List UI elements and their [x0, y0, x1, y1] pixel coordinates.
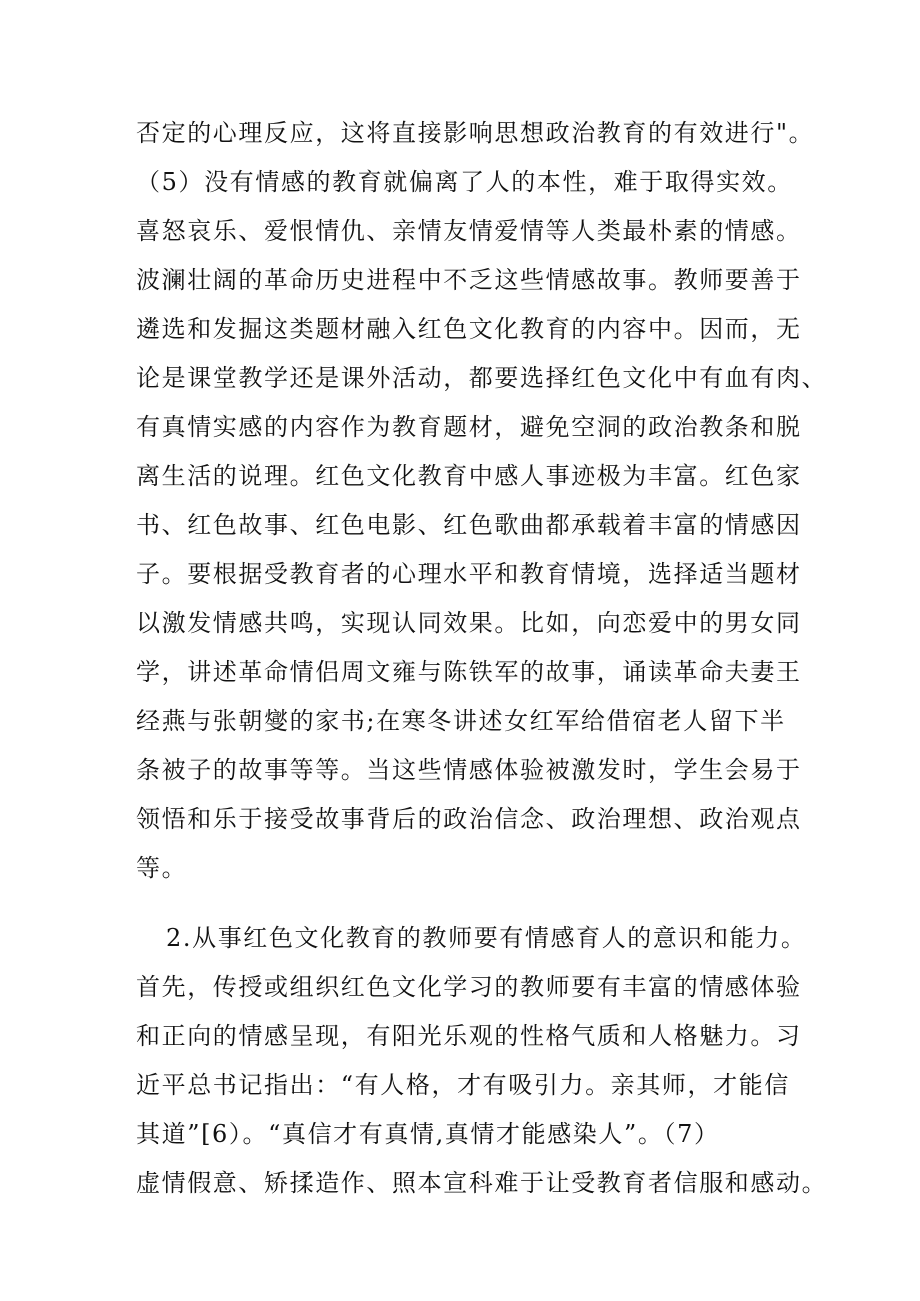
- text-line: 喜怒哀乐、爱恨情仇、亲情友情爱情等人类最朴素的情感。: [136, 217, 802, 245]
- text-line: 条被子的故事等等。当这些情感体验被激发时，学生会易于: [136, 756, 802, 784]
- text-line: 2.从事红色文化教育的教师要有情感育人的意识和能力。: [166, 924, 807, 952]
- text-line: 论是课堂教学还是课外活动，都要选择红色文化中有血有肉、: [136, 364, 828, 392]
- text-line: 遴选和发掘这类题材融入红色文化教育的内容中。因而，无: [136, 315, 802, 343]
- text-line: 领悟和乐于接受故事背后的政治信念、政治理想、政治观点: [136, 805, 802, 833]
- text-line: 等。: [136, 854, 188, 882]
- text-line: 虚情假意、矫揉造作、照本宣科难于让受教育者信服和感动。: [136, 1169, 828, 1197]
- text-line: 波澜壮阔的革命历史进程中不乏这些情感故事。教师要善于: [136, 266, 802, 294]
- text-line: 否定的心理反应，这将直接影响思想政治教育的有效进行"。: [136, 119, 815, 147]
- text-line: 经燕与张朝燮的家书;在寒冬讲述女红军给借宿老人留下半: [136, 707, 786, 735]
- text-line: 首先，传授或组织红色文化学习的教师要有丰富的情感体验: [136, 973, 802, 1001]
- text-line: （5）没有情感的教育就偏离了人的本性，难于取得实效。: [136, 168, 793, 196]
- text-line: 离生活的说理。红色文化教育中感人事迹极为丰富。红色家: [136, 462, 802, 490]
- text-line: 子。要根据受教育者的心理水平和教育情境，选择适当题材: [136, 560, 802, 588]
- text-line: 和正向的情感呈现，有阳光乐观的性格气质和人格魅力。习: [136, 1022, 802, 1050]
- text-line: 学，讲述革命情侣周文雍与陈铁军的故事，诵读革命夫妻王: [136, 658, 802, 686]
- text-line: 以激发情感共鸣，实现认同效果。比如，向恋爱中的男女同: [136, 609, 802, 637]
- text-line: 书、红色故事、红色电影、红色歌曲都承载着丰富的情感因: [136, 511, 802, 539]
- text-line: 其道”[6）。“真信才有真情,真情才能感染人”。（7）: [136, 1120, 720, 1148]
- text-line: 近平总书记指出：“有人格，才有吸引力。亲其师，才能信: [136, 1071, 790, 1099]
- text-line: 有真情实感的内容作为教育题材，避免空洞的政治教条和脱: [136, 413, 802, 441]
